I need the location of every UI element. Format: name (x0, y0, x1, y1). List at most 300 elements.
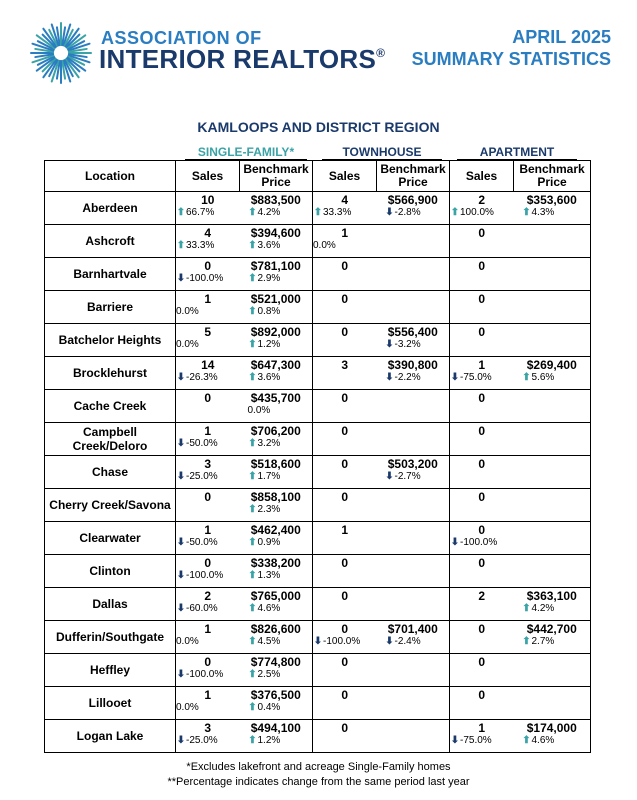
th-sales-cell (313, 258, 377, 291)
sf-benchmark-value: $394,600 (250, 226, 301, 240)
location-cell: Chase (45, 456, 176, 489)
location-cell: Dufferin/Southgate (45, 621, 176, 654)
sf-benchmark-arrow-up-icon: ⬆ (248, 702, 257, 713)
ap-benchmark-cell (514, 489, 591, 522)
sf-sales-arrow-down-icon: ⬇ (176, 273, 186, 284)
th-sales-value: 0 (341, 490, 349, 504)
footnote-1: *Excludes lakefront and acreage Single-Family homes (186, 761, 451, 773)
ap-benchmark-cell (514, 621, 591, 654)
table-row (45, 192, 591, 225)
location-cell: Clearwater (45, 522, 176, 555)
th-benchmark-change (377, 207, 450, 219)
ap-sales-cell (450, 720, 514, 753)
ap-benchmark-arrow-up-icon: ⬆ (522, 603, 531, 614)
sf-benchmark-cell (240, 390, 313, 423)
report-title (412, 26, 611, 70)
th-benchmark-arrow-down-icon: ⬇ (385, 636, 394, 647)
th-sales-cell (313, 456, 377, 489)
sf-benchmark-arrow-up-icon: ⬆ (248, 372, 257, 383)
sf-benchmark-arrow-up-icon: ⬆ (248, 570, 257, 581)
table-row (45, 357, 591, 390)
ap-benchmark-arrow-up-icon: ⬆ (522, 735, 531, 746)
sf-benchmark-cell (240, 720, 313, 753)
sf-sales-change-text: 33.3% (186, 240, 215, 251)
th-sales-cell (313, 489, 377, 522)
col-sf-sales: Sales (176, 161, 240, 192)
th-sales-arrow-up-icon: ⬆ (313, 207, 323, 218)
ap-benchmark-cell (514, 456, 591, 489)
location-cell: Campbell Creek/Deloro (45, 423, 176, 456)
sf-sales-value: 1 (204, 424, 212, 438)
ap-sales-value: 0 (478, 556, 486, 570)
th-sales-change (313, 207, 377, 219)
sf-sales-change (176, 273, 240, 285)
th-sales-value: 4 (341, 193, 349, 207)
ap-sales-arrow-up-icon: ⬆ (450, 207, 460, 218)
ap-benchmark-change-text: 2.7% (531, 636, 555, 647)
th-sales-cell (313, 687, 377, 720)
ap-benchmark-value: $363,100 (526, 589, 577, 603)
th-sales-value: 3 (341, 358, 349, 372)
sf-sales-change-text: 0.0% (176, 636, 199, 647)
ap-benchmark-cell (514, 324, 591, 357)
location-cell: Dallas (45, 588, 176, 621)
ap-sales-value: 0 (478, 655, 486, 669)
th-benchmark-cell (377, 654, 450, 687)
report-subtitle: SUMMARY STATISTICS (411, 49, 611, 69)
sf-sales-arrow-down-icon: ⬇ (176, 438, 186, 449)
sf-sales-value: 3 (204, 457, 212, 471)
ap-sales-cell (450, 555, 514, 588)
ap-benchmark-arrow-up-icon: ⬆ (522, 636, 531, 647)
th-benchmark-cell (377, 225, 450, 258)
sf-sales-change (176, 438, 240, 450)
ap-sales-value: 0 (478, 424, 486, 438)
sf-benchmark-change (240, 504, 313, 516)
sf-benchmark-value: $435,700 (250, 391, 301, 405)
sf-benchmark-change (240, 372, 313, 384)
location-cell: Clinton (45, 555, 176, 588)
sf-sales-arrow-up-icon: ⬆ (176, 207, 186, 218)
th-benchmark-cell (377, 720, 450, 753)
sf-sales-value: 1 (204, 523, 212, 537)
th-benchmark-cell (377, 687, 450, 720)
sf-sales-cell (176, 522, 240, 555)
sf-benchmark-change-text: 4.2% (257, 207, 281, 218)
table-row (45, 489, 591, 522)
ap-sales-value: 0 (478, 622, 486, 636)
ap-benchmark-change (514, 207, 591, 219)
sf-sales-cell (176, 192, 240, 225)
sf-sales-change (176, 570, 240, 582)
sf-benchmark-change-text: 2.5% (257, 669, 281, 680)
sf-benchmark-value: $521,000 (250, 292, 301, 306)
th-sales-value: 0 (341, 556, 349, 570)
sf-sales-value: 5 (204, 325, 212, 339)
sf-benchmark-change-text: 3.6% (257, 240, 281, 251)
ap-benchmark-change (514, 372, 591, 384)
ap-sales-value: 0 (478, 490, 486, 504)
sf-sales-value: 10 (201, 193, 215, 207)
sf-benchmark-value: $774,800 (250, 655, 301, 669)
sf-benchmark-value: $376,500 (250, 688, 301, 702)
sf-sales-cell (176, 588, 240, 621)
sf-benchmark-change-text: 0.0% (247, 405, 271, 416)
ap-benchmark-cell (514, 291, 591, 324)
ap-sales-change (450, 537, 514, 549)
ap-benchmark-cell (514, 555, 591, 588)
sf-sales-arrow-up-icon: ⬆ (176, 240, 186, 251)
th-benchmark-arrow-down-icon: ⬇ (385, 207, 394, 218)
th-sales-change-text: -100.0% (323, 636, 361, 647)
location-cell: Brocklehurst (45, 357, 176, 390)
sf-sales-change-text: 0.0% (176, 702, 199, 713)
ap-benchmark-value: $353,600 (526, 193, 577, 207)
ap-sales-value: 0 (478, 226, 486, 240)
sf-benchmark-value: $892,000 (250, 325, 301, 339)
sf-benchmark-change (240, 438, 313, 450)
ap-sales-cell (450, 621, 514, 654)
sf-sales-arrow-down-icon: ⬇ (176, 603, 186, 614)
sf-benchmark-change (240, 339, 313, 351)
table-row (45, 621, 591, 654)
th-benchmark-value: $390,800 (387, 358, 438, 372)
sf-benchmark-cell (240, 555, 313, 588)
category-single-family: SINGLE-FAMILY* (185, 145, 307, 160)
th-benchmark-value: $566,900 (387, 193, 438, 207)
sf-benchmark-change-text: 4.6% (257, 603, 281, 614)
sf-sales-change (176, 669, 240, 681)
sf-sales-change (176, 240, 240, 252)
sf-benchmark-cell (240, 324, 313, 357)
ap-sales-value: 0 (478, 688, 486, 702)
sf-benchmark-change-text: 2.9% (257, 273, 281, 284)
sf-sales-change (176, 207, 240, 219)
sf-benchmark-value: $647,300 (250, 358, 301, 372)
th-benchmark-cell (377, 258, 450, 291)
th-benchmark-cell (377, 357, 450, 390)
sf-benchmark-value: $826,600 (250, 622, 301, 636)
table-row (45, 654, 591, 687)
ap-sales-change-text: 100.0% (460, 207, 494, 218)
ap-sales-cell (450, 192, 514, 225)
sf-benchmark-value: $765,000 (250, 589, 301, 603)
sf-sales-cell (176, 423, 240, 456)
sf-sales-arrow-down-icon: ⬇ (176, 471, 186, 482)
table-row (45, 423, 591, 456)
sf-sales-cell (176, 720, 240, 753)
table-body (45, 192, 591, 753)
ap-benchmark-value: $442,700 (526, 622, 577, 636)
table-row (45, 687, 591, 720)
sf-benchmark-cell (240, 522, 313, 555)
sf-sales-value: 1 (204, 688, 212, 702)
ap-sales-cell (450, 357, 514, 390)
org-name-line1: ASSOCIATION OF (101, 28, 262, 48)
ap-sales-change (450, 372, 514, 384)
sf-sales-arrow-down-icon: ⬇ (176, 669, 186, 680)
col-sf-benchmark: Benchmark Price (240, 161, 313, 192)
ap-sales-value: 1 (478, 721, 486, 735)
col-ap-benchmark: Benchmark Price (514, 161, 591, 192)
th-sales-cell (313, 225, 377, 258)
sf-benchmark-arrow-up-icon: ⬆ (248, 339, 257, 350)
sf-sales-cell (176, 390, 240, 423)
sf-benchmark-change-text: 1.7% (257, 471, 281, 482)
ap-benchmark-change-text: 4.2% (531, 603, 555, 614)
ap-benchmark-change (514, 735, 591, 747)
sf-benchmark-value: $462,400 (250, 523, 301, 537)
ap-sales-cell (450, 588, 514, 621)
sf-benchmark-change-text: 3.2% (257, 438, 281, 449)
category-headers (0, 145, 637, 161)
col-th-sales: Sales (313, 161, 377, 192)
ap-benchmark-change-text: 5.6% (531, 372, 555, 383)
ap-sales-value: 0 (478, 325, 486, 339)
sf-sales-cell (176, 456, 240, 489)
th-sales-change-text: 0.0% (313, 240, 336, 251)
sf-sales-change (176, 339, 240, 351)
th-sales-cell (313, 390, 377, 423)
th-sales-arrow-down-icon: ⬇ (313, 636, 323, 647)
sf-benchmark-change (240, 207, 313, 219)
sf-benchmark-value: $494,100 (250, 721, 301, 735)
sf-sales-cell (176, 324, 240, 357)
sf-sales-cell (176, 225, 240, 258)
sf-sales-cell (176, 489, 240, 522)
th-benchmark-change (377, 372, 450, 384)
ap-sales-change (450, 207, 514, 219)
registered-mark: ® (376, 46, 386, 60)
sf-benchmark-change (240, 405, 313, 417)
th-sales-value: 0 (341, 457, 349, 471)
ap-benchmark-change-text: 4.3% (531, 207, 555, 218)
sf-benchmark-change (240, 570, 313, 582)
sf-sales-arrow-down-icon: ⬇ (176, 735, 186, 746)
sf-sales-change-text: -25.0% (186, 735, 218, 746)
ap-sales-cell (450, 654, 514, 687)
sf-sales-change (176, 603, 240, 615)
ap-sales-cell (450, 456, 514, 489)
ap-sales-cell (450, 291, 514, 324)
sf-benchmark-value: $518,600 (250, 457, 301, 471)
sf-benchmark-cell (240, 489, 313, 522)
sf-benchmark-cell (240, 588, 313, 621)
sf-benchmark-arrow-up-icon: ⬆ (248, 240, 257, 251)
table-row (45, 588, 591, 621)
sf-sales-cell (176, 687, 240, 720)
sf-benchmark-change-text: 1.3% (257, 570, 281, 581)
sf-sales-value: 2 (204, 589, 212, 603)
ap-benchmark-arrow-up-icon: ⬆ (522, 207, 531, 218)
sf-benchmark-change (240, 240, 313, 252)
sf-sales-change-text: 66.7% (186, 207, 215, 218)
sf-sales-arrow-down-icon: ⬇ (176, 372, 186, 383)
th-benchmark-cell (377, 522, 450, 555)
table-row (45, 720, 591, 753)
ap-sales-change-text: -75.0% (460, 372, 492, 383)
sf-benchmark-arrow-up-icon: ⬆ (248, 438, 257, 449)
org-name-text: INTERIOR REALTORS (99, 44, 377, 74)
sf-benchmark-change (240, 537, 313, 549)
sf-sales-value: 0 (204, 259, 212, 273)
sf-sales-value: 1 (204, 622, 212, 636)
footnote-2: **Percentage indicates change from the same period last year (167, 776, 470, 788)
col-location: Location (45, 161, 176, 192)
sf-benchmark-cell (240, 423, 313, 456)
table-row (45, 225, 591, 258)
location-cell: Cache Creek (45, 390, 176, 423)
th-benchmark-change-text: -2.4% (394, 636, 421, 647)
ap-sales-value: 0 (478, 292, 486, 306)
ap-benchmark-cell (514, 192, 591, 225)
sf-benchmark-arrow-up-icon: ⬆ (248, 207, 257, 218)
location-cell: Heffley (45, 654, 176, 687)
sf-sales-value: 0 (204, 490, 212, 504)
th-benchmark-cell (377, 192, 450, 225)
th-benchmark-cell (377, 456, 450, 489)
th-benchmark-change-text: -3.2% (394, 339, 421, 350)
location-cell: Barnhartvale (45, 258, 176, 291)
sf-benchmark-change (240, 306, 313, 318)
th-sales-cell (313, 555, 377, 588)
sf-sales-change-text: -50.0% (186, 537, 218, 548)
category-apartment: APARTMENT (457, 145, 577, 160)
ap-sales-value: 0 (478, 523, 486, 537)
ap-benchmark-arrow-up-icon: ⬆ (522, 372, 531, 383)
ap-benchmark-cell (514, 258, 591, 291)
ap-sales-value: 1 (478, 358, 486, 372)
sf-sales-value: 14 (201, 358, 215, 372)
sf-sales-change (176, 471, 240, 483)
th-benchmark-cell (377, 588, 450, 621)
sf-benchmark-value: $338,200 (250, 556, 301, 570)
th-sales-cell (313, 654, 377, 687)
sf-benchmark-cell (240, 192, 313, 225)
sf-benchmark-change-text: 4.5% (257, 636, 281, 647)
ap-sales-arrow-down-icon: ⬇ (450, 537, 460, 548)
sf-sales-change-text: -100.0% (186, 273, 224, 284)
sf-benchmark-arrow-up-icon: ⬆ (248, 603, 257, 614)
sf-benchmark-cell (240, 654, 313, 687)
ap-sales-change-text: -75.0% (460, 735, 492, 746)
ap-sales-value: 2 (478, 589, 486, 603)
region-title: KAMLOOPS AND DISTRICT REGION (197, 119, 440, 135)
ap-benchmark-value: $269,400 (526, 358, 577, 372)
ap-benchmark-change (514, 636, 591, 648)
location-cell: Cherry Creek/Savona (45, 489, 176, 522)
ap-benchmark-cell (514, 720, 591, 753)
ap-benchmark-cell (514, 423, 591, 456)
th-sales-cell (313, 720, 377, 753)
sf-benchmark-cell (240, 357, 313, 390)
sf-sales-cell (176, 555, 240, 588)
th-benchmark-arrow-down-icon: ⬇ (385, 471, 394, 482)
ap-benchmark-cell (514, 654, 591, 687)
sf-benchmark-value: $858,100 (250, 490, 301, 504)
th-sales-value: 0 (341, 292, 349, 306)
sf-sales-change-text: -100.0% (186, 669, 224, 680)
table-row (45, 390, 591, 423)
ap-sales-cell (450, 390, 514, 423)
sf-sales-cell (176, 291, 240, 324)
th-benchmark-value: $556,400 (387, 325, 438, 339)
th-sales-cell (313, 291, 377, 324)
th-benchmark-change-text: -2.7% (394, 471, 421, 482)
ap-benchmark-cell (514, 357, 591, 390)
ap-benchmark-value: $174,000 (526, 721, 577, 735)
sf-benchmark-change-text: 1.2% (257, 735, 281, 746)
sf-benchmark-arrow-up-icon: ⬆ (248, 504, 257, 515)
table-row (45, 291, 591, 324)
th-sales-value: 0 (341, 391, 349, 405)
ap-benchmark-cell (514, 588, 591, 621)
sf-benchmark-change-text: 2.3% (257, 504, 281, 515)
ap-sales-change (450, 735, 514, 747)
sf-sales-change-text: -100.0% (186, 570, 224, 581)
sf-benchmark-change-text: 0.9% (257, 537, 281, 548)
sf-benchmark-change (240, 603, 313, 615)
th-sales-value: 0 (341, 325, 349, 339)
th-benchmark-cell (377, 390, 450, 423)
th-benchmark-change (377, 636, 450, 648)
th-sales-cell (313, 423, 377, 456)
sf-sales-change-text: -25.0% (186, 471, 218, 482)
th-sales-value: 0 (341, 655, 349, 669)
th-benchmark-cell (377, 324, 450, 357)
table-row (45, 456, 591, 489)
sf-sales-cell (176, 621, 240, 654)
th-benchmark-change (377, 339, 450, 351)
sf-sales-change-text: 0.0% (176, 339, 199, 350)
sf-benchmark-arrow-up-icon: ⬆ (248, 471, 257, 482)
ap-sales-cell (450, 687, 514, 720)
ap-benchmark-cell (514, 390, 591, 423)
th-sales-cell (313, 522, 377, 555)
sf-benchmark-change-text: 1.2% (257, 339, 281, 350)
ap-sales-cell (450, 258, 514, 291)
col-ap-sales: Sales (450, 161, 514, 192)
th-benchmark-arrow-down-icon: ⬇ (385, 372, 394, 383)
sf-benchmark-arrow-up-icon: ⬆ (248, 669, 257, 680)
sf-sales-change (176, 702, 240, 714)
sf-benchmark-change-text: 3.6% (257, 372, 281, 383)
th-sales-change-text: 33.3% (323, 207, 352, 218)
sf-sales-value: 0 (204, 391, 212, 405)
sf-benchmark-cell (240, 258, 313, 291)
sf-benchmark-arrow-up-icon: ⬆ (248, 636, 257, 647)
ap-sales-change-text: -100.0% (460, 537, 498, 548)
sf-sales-value: 0 (204, 655, 212, 669)
sf-benchmark-value: $706,200 (250, 424, 301, 438)
sf-sales-change-text: -26.3% (186, 372, 218, 383)
location-cell: Aberdeen (45, 192, 176, 225)
sf-benchmark-cell (240, 621, 313, 654)
ap-sales-arrow-down-icon: ⬇ (450, 735, 460, 746)
org-name-line2 (99, 44, 385, 75)
th-benchmark-arrow-down-icon: ⬇ (385, 339, 394, 350)
sf-benchmark-cell (240, 456, 313, 489)
sf-benchmark-arrow-up-icon: ⬆ (248, 735, 257, 746)
th-sales-change (313, 240, 377, 252)
sf-benchmark-cell (240, 291, 313, 324)
sf-sales-change (176, 636, 240, 648)
sf-benchmark-value: $781,100 (250, 259, 301, 273)
th-sales-cell (313, 357, 377, 390)
th-sales-cell (313, 621, 377, 654)
th-benchmark-cell (377, 489, 450, 522)
sf-benchmark-value: $883,500 (250, 193, 301, 207)
